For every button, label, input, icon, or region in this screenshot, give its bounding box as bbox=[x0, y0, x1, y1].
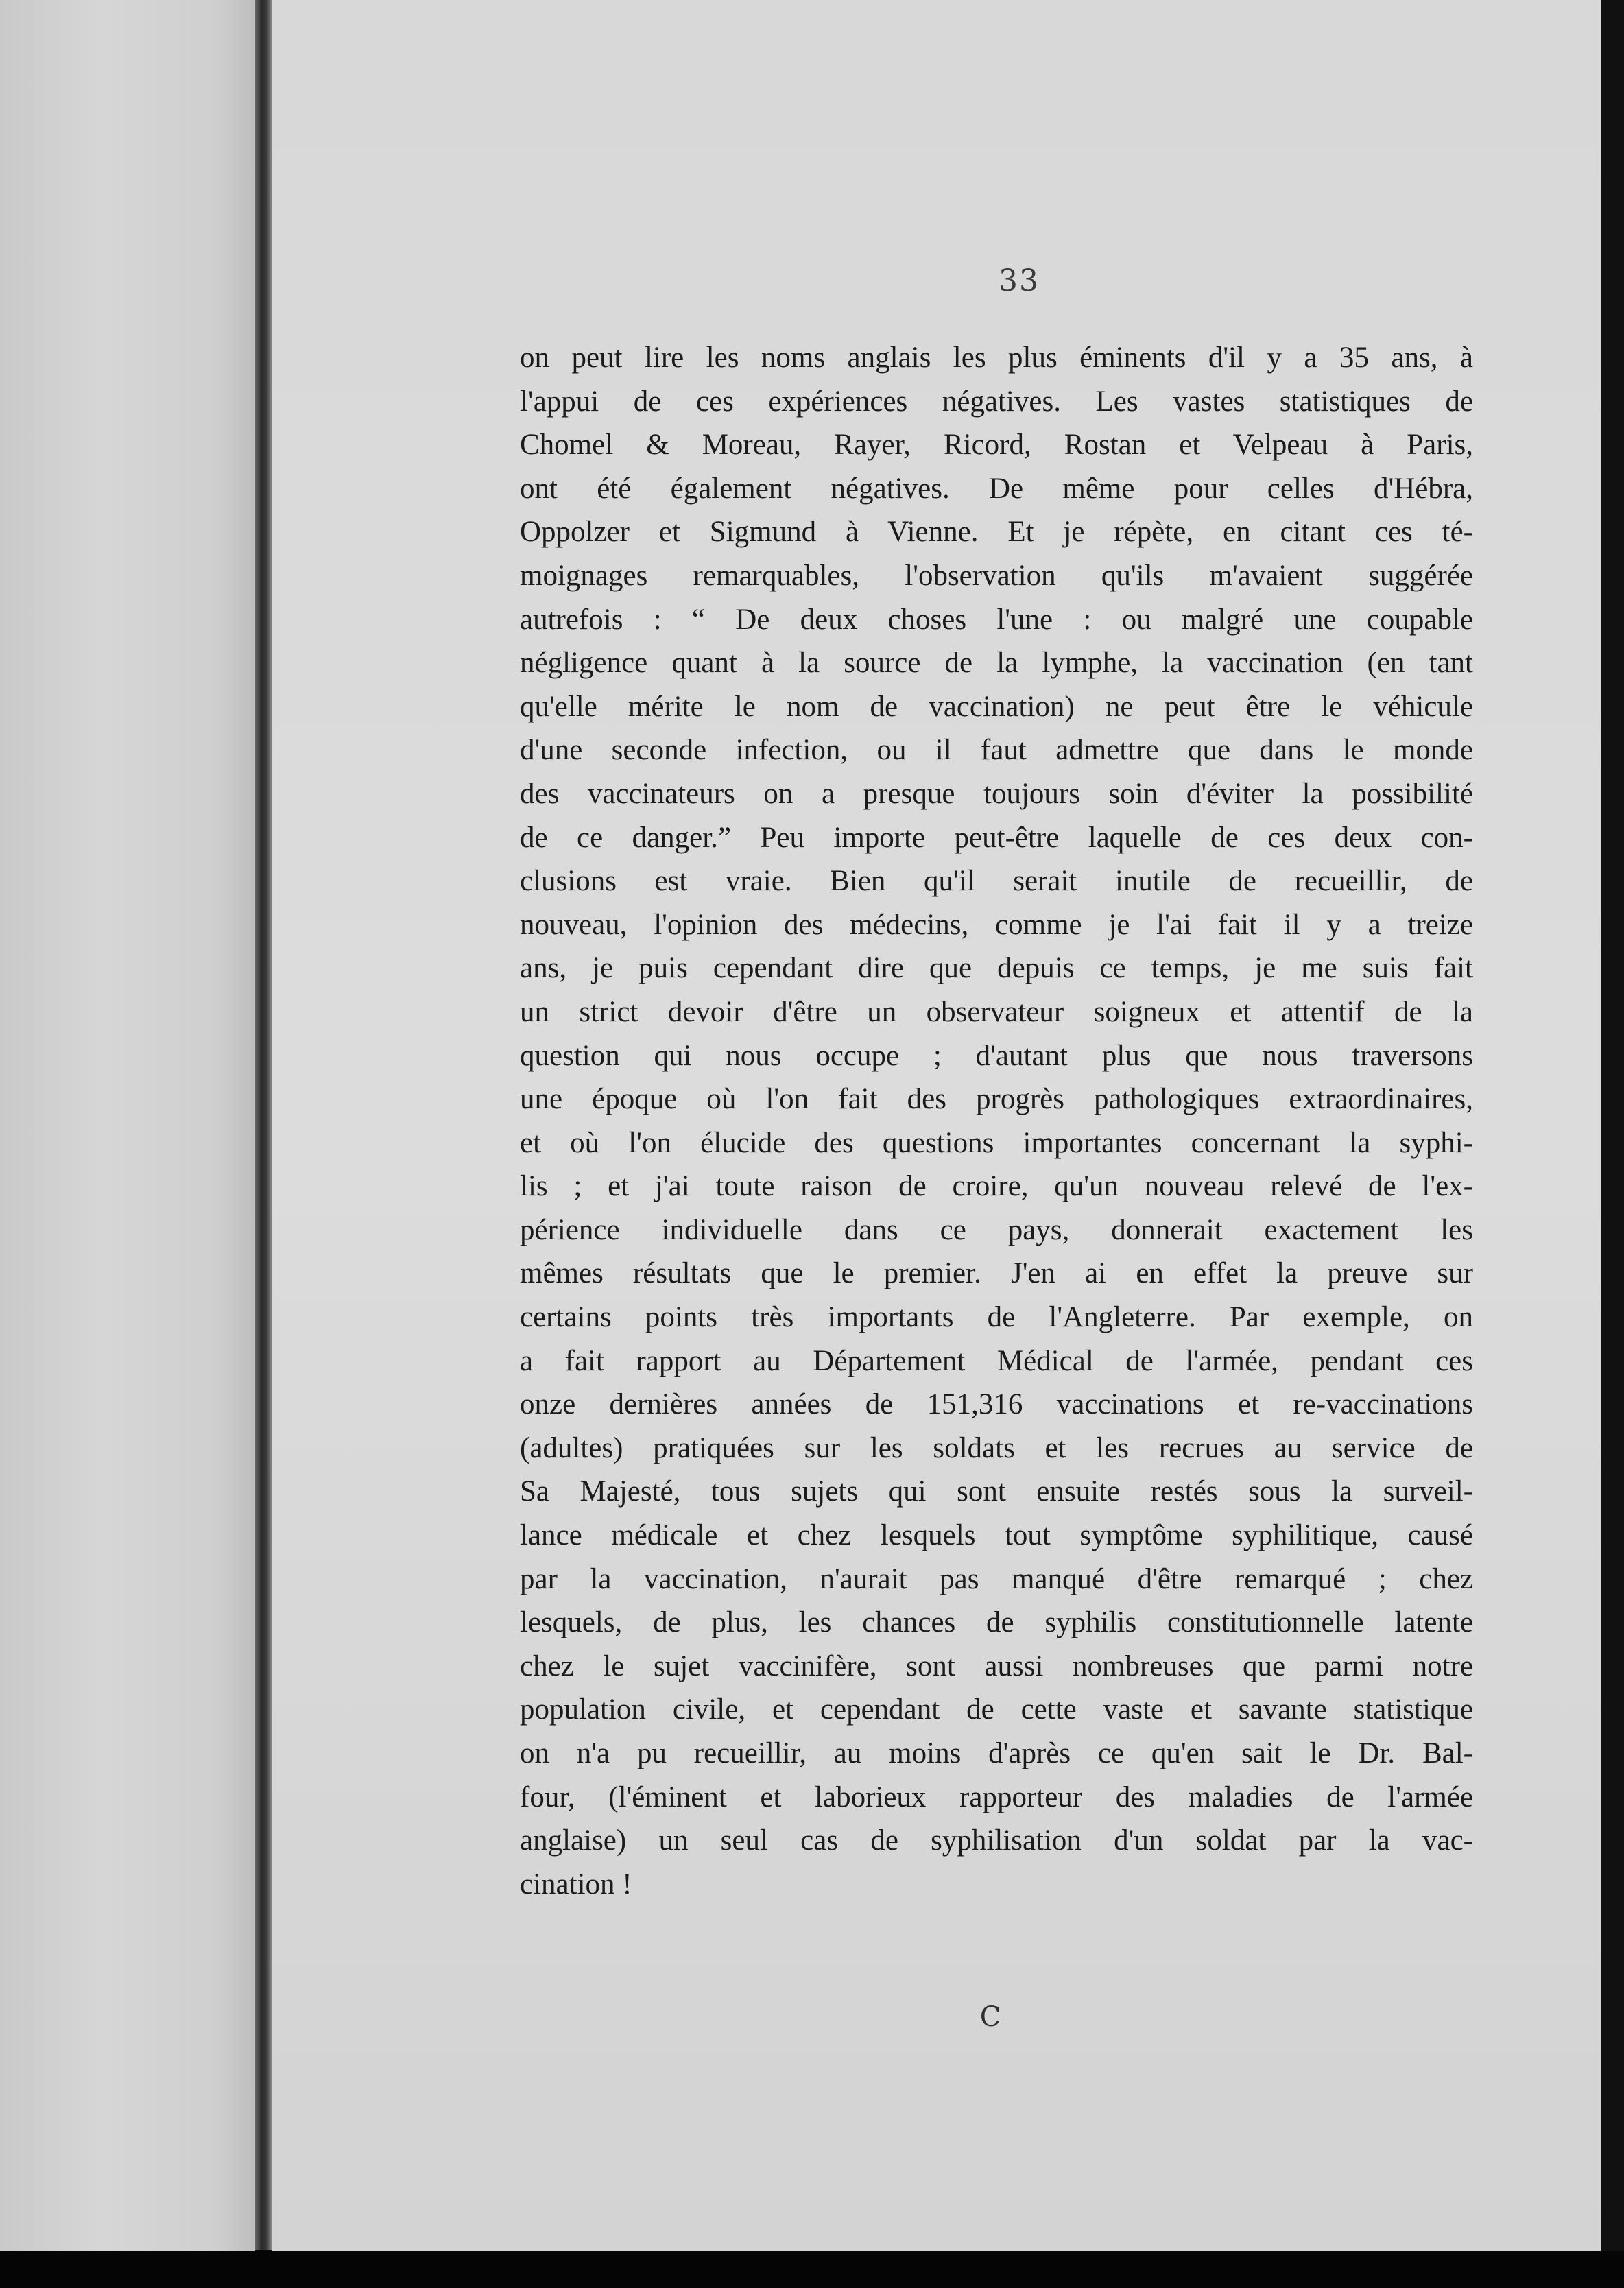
text-line: Sa Majesté, tous sujets qui sont ensuite restés sous la surveil- bbox=[520, 1475, 1473, 1508]
scan-right-border bbox=[1601, 0, 1624, 2263]
text-line: négligence quant à la source de la lymphe, la vaccination (en tant bbox=[520, 647, 1473, 680]
facing-page-edge bbox=[0, 0, 255, 2256]
text-line: lis ; et j'ai toute raison de croire, qu'un nouveau relevé de l'ex- bbox=[520, 1170, 1473, 1203]
text-line: onze dernières années de 151,316 vaccinations et re-vaccinations bbox=[520, 1388, 1473, 1421]
book-gutter bbox=[255, 0, 272, 2250]
text-line: par la vaccination, n'aurait pas manqué d'être remarqué ; chez bbox=[520, 1562, 1473, 1595]
text-line: de ce danger.” Peu importe peut-être laquelle de ces deux con- bbox=[520, 821, 1473, 854]
text-line: ont été également négatives. De même pour celles d'Hébra, bbox=[520, 472, 1473, 505]
text-line: l'appui de ces expériences négatives. Les vastes statistiques de bbox=[520, 385, 1473, 418]
text-line: Oppolzer et Sigmund à Vienne. Et je répète, en citant ces té- bbox=[520, 516, 1473, 549]
text-line: lesquels, de plus, les chances de syphilis constitutionnelle latente bbox=[520, 1606, 1473, 1639]
text-line: four, (l'éminent et laborieux rapporteur des maladies de l'armée bbox=[520, 1780, 1473, 1813]
text-line: (adultes) pratiquées sur les soldats et les recrues au service de bbox=[520, 1431, 1473, 1464]
text-line: ans, je puis cependant dire que depuis ce temps, je me suis fait bbox=[520, 952, 1473, 985]
page-number: 33 bbox=[999, 263, 1040, 298]
text-line: cination ! bbox=[520, 1868, 632, 1900]
text-line: population civile, et cependant de cette vaste et savante statistique bbox=[520, 1693, 1473, 1726]
text-line: mêmes résultats que le premier. J'en ai en effet la preuve sur bbox=[520, 1257, 1473, 1290]
text-line: a fait rapport au Département Médical de l'armée, pendant ces bbox=[520, 1344, 1473, 1377]
text-line: des vaccinateurs on a presque toujours soin d'éviter la possibilité bbox=[520, 777, 1473, 810]
text-line: autrefois : “ De deux choses l'une : ou malgré une coupable bbox=[520, 603, 1473, 636]
text-line: un strict devoir d'être un observateur soigneux et attentif de la bbox=[520, 995, 1473, 1028]
text-line: clusions est vraie. Bien qu'il serait inutile de recueillir, de bbox=[520, 865, 1473, 898]
text-line: on peut lire les noms anglais les plus éminents d'il y a 35 ans, à bbox=[520, 342, 1473, 374]
signature-mark: C bbox=[979, 2001, 1001, 2033]
text-line: une époque où l'on fait des progrès pathologiques extraordinaires, bbox=[520, 1083, 1473, 1116]
text-line: certains points très importants de l'Angleterre. Par exemple, on bbox=[520, 1301, 1473, 1334]
scan-bottom-border bbox=[0, 2251, 1624, 2288]
text-line: chez le sujet vaccinifère, sont aussi nombreuses que parmi notre bbox=[520, 1649, 1473, 1682]
text-line: périence individuelle dans ce pays, donnerait exactement les bbox=[520, 1213, 1473, 1246]
text-line: moignages remarquables, l'observation qu'ils m'avaient suggérée bbox=[520, 559, 1473, 592]
text-line: Chomel & Moreau, Rayer, Ricord, Rostan et Velpeau à Paris, bbox=[520, 429, 1473, 462]
text-line: on n'a pu recueillir, au moins d'après ce qu'en sait le Dr. Bal- bbox=[520, 1737, 1473, 1769]
text-line: anglaise) un seul cas de syphilisation d'un soldat par la vac- bbox=[520, 1824, 1473, 1857]
text-line: qu'elle mérite le nom de vaccination) ne peut être le véhicule bbox=[520, 690, 1473, 723]
body-text bbox=[520, 336, 1473, 1906]
text-line: d'une seconde infection, ou il faut admettre que dans le monde bbox=[520, 734, 1473, 767]
text-line: question qui nous occupe ; d'autant plus que nous traversons bbox=[520, 1039, 1473, 1072]
text-line: et où l'on élucide des questions importantes concernant la syphi- bbox=[520, 1126, 1473, 1159]
text-line: lance médicale et chez lesquels tout symptôme syphilitique, causé bbox=[520, 1519, 1473, 1552]
text-line: nouveau, l'opinion des médecins, comme je l'ai fait il y a treize bbox=[520, 908, 1473, 941]
